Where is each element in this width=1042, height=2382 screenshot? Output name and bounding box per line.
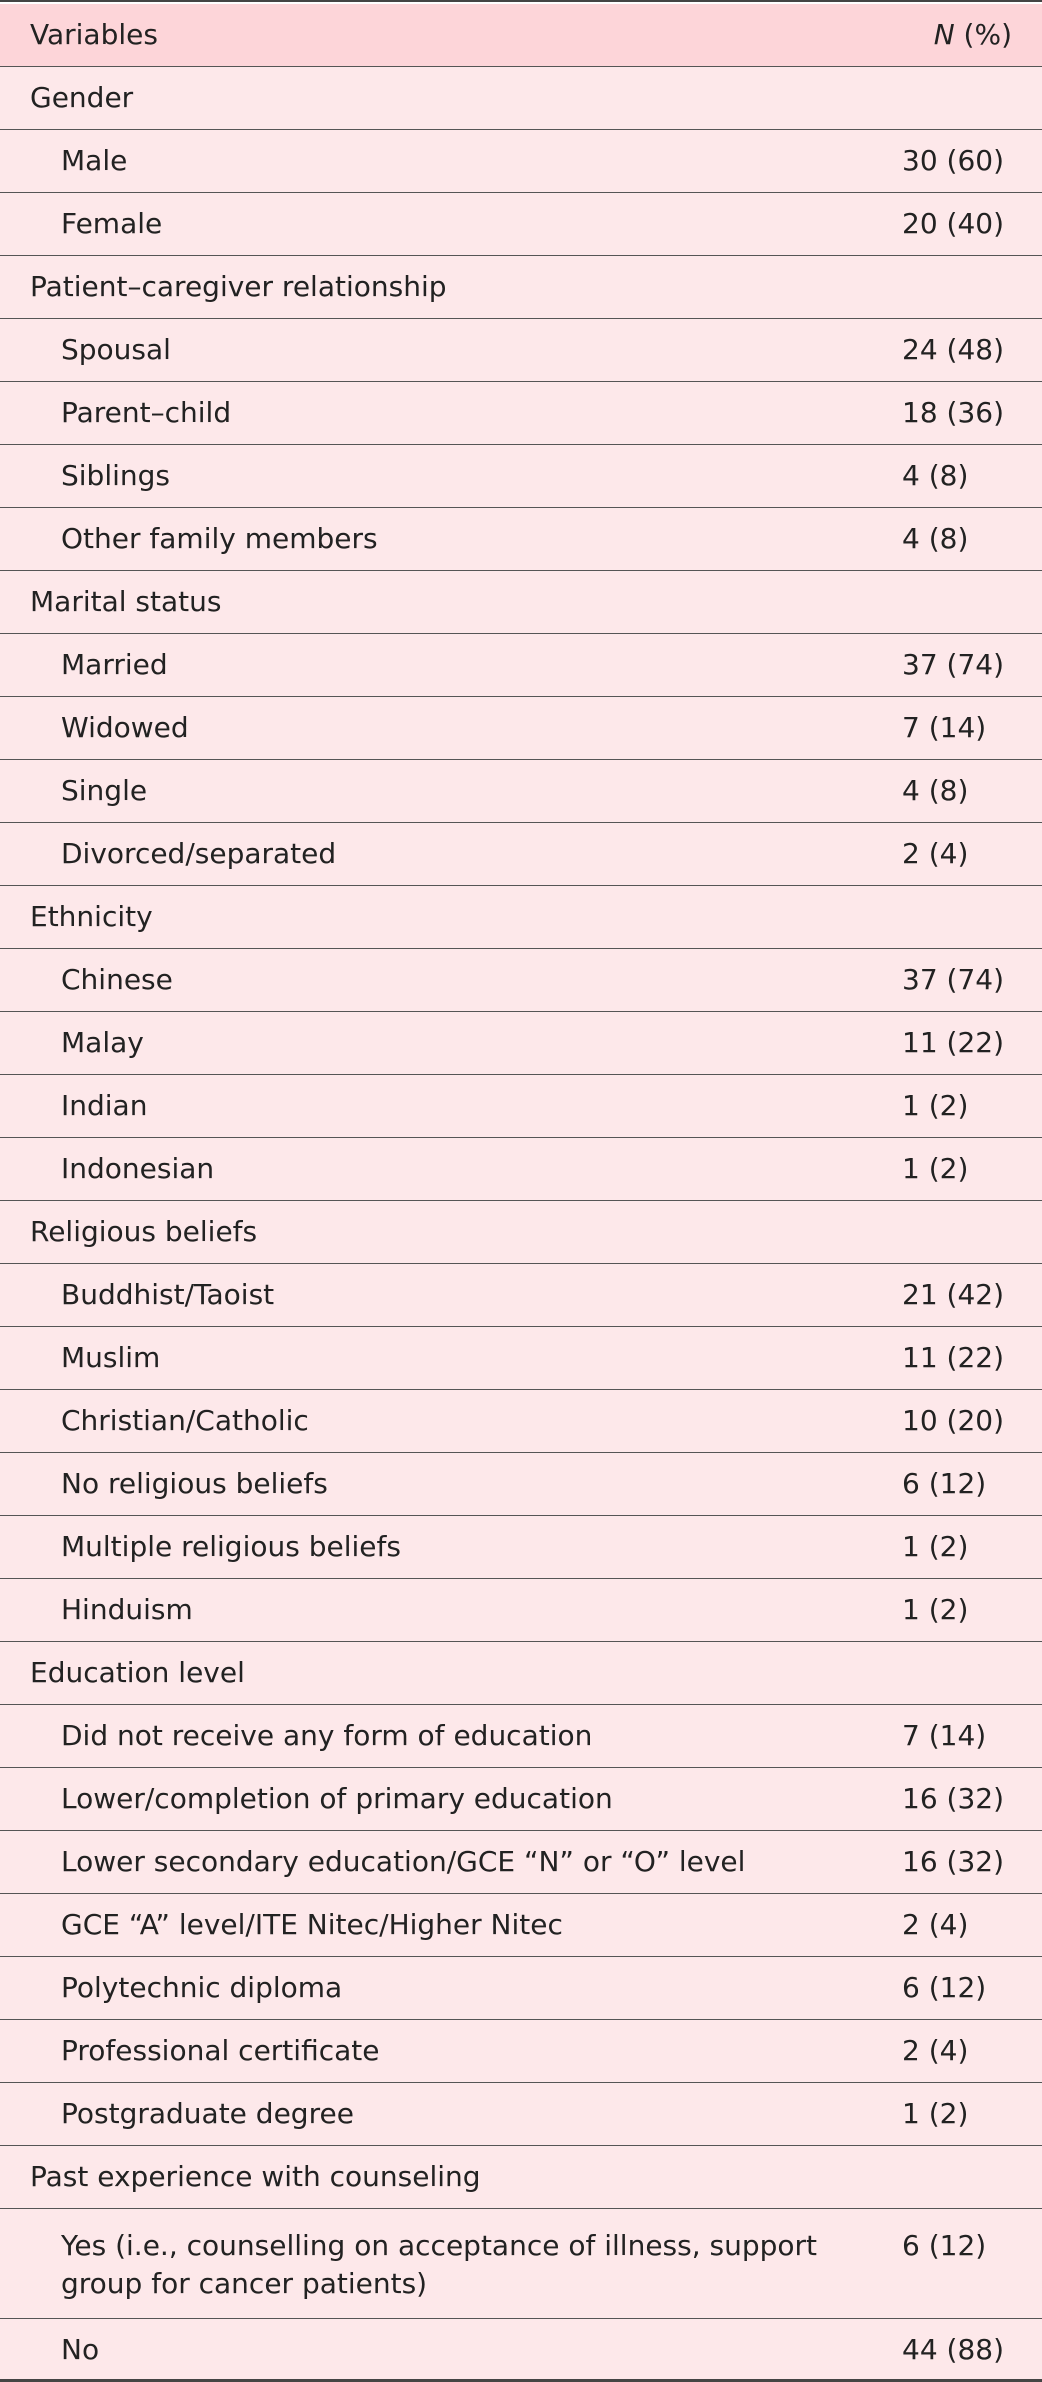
category-label: Religious beliefs [30,1215,258,1248]
row-label: Siblings [61,459,170,492]
row-label: Indonesian [61,1152,215,1185]
row-value: 37 (74) [902,963,1005,996]
row-value: 20 (40) [902,207,1005,240]
row-value: 2 (4) [902,2034,969,2067]
row-value: 2 (4) [902,1908,969,1941]
row-value: 10 (20) [902,1404,1005,1437]
table-row [0,2083,1042,2146]
table-row [0,1075,1042,1138]
category-label: Ethnicity [30,900,153,933]
row-value: 1 (2) [902,1152,969,1185]
category-row [0,2146,1042,2209]
table-row [0,319,1042,382]
table-row [0,130,1042,193]
table-header [0,4,1042,67]
category-label: Gender [30,81,134,114]
row-value: 1 (2) [902,1089,969,1122]
row-label: Spousal [61,333,171,366]
row-value: 4 (8) [902,522,969,555]
table-row [0,1453,1042,1516]
row-label: Widowed [61,711,189,744]
table-row [0,697,1042,760]
row-value: 6 (12) [902,1467,987,1500]
category-row [0,67,1042,130]
row-value: 21 (42) [902,1278,1005,1311]
table-row [0,1705,1042,1768]
table-row [0,634,1042,697]
row-label: Chinese [61,963,173,996]
row-value: 44 (88) [902,2333,1005,2366]
table-row [0,2020,1042,2083]
table-row [0,1516,1042,1579]
table-row [0,2209,1042,2319]
table-row [0,760,1042,823]
row-label: Male [61,144,128,177]
row-label: Single [61,774,148,807]
row-value: 6 (12) [902,2229,987,2262]
row-value: 4 (8) [902,774,969,807]
table-row [0,193,1042,256]
category-row [0,886,1042,949]
category-row [0,256,1042,319]
row-value: 2 (4) [902,837,969,870]
row-value: 16 (32) [902,1782,1005,1815]
row-label: Polytechnic diploma [61,1971,343,2004]
category-label: Marital status [30,585,222,618]
row-label: Married [61,648,168,681]
table-row [0,445,1042,508]
table-row [0,382,1042,445]
category-row [0,1201,1042,1264]
table-row [0,949,1042,1012]
row-label: Lower secondary education/GCE “N” or “O” level [61,1845,746,1878]
row-label: Multiple religious beliefs [61,1530,401,1563]
header-variables: Variables [30,18,158,51]
row-value: 37 (74) [902,648,1005,681]
table-row [0,1390,1042,1453]
row-value: 7 (14) [902,1719,987,1752]
table-row [0,1264,1042,1327]
row-value: 1 (2) [902,1530,969,1563]
row-label: Other family members [61,522,378,555]
row-label: Yes (i.e., counselling on acceptance of illness, support group for cancer patients) [61,2229,818,2300]
table-row [0,508,1042,571]
row-value: 18 (36) [902,396,1005,429]
row-label: No [61,2333,100,2366]
row-label: Did not receive any form of education [61,1719,593,1752]
header-n-symbol: N [933,18,955,51]
row-value: 16 (32) [902,1845,1005,1878]
row-label: No religious beliefs [61,1467,328,1500]
header-n-percent [902,4,1012,66]
row-label: Lower/completion of primary education [61,1782,613,1815]
table-row [0,1012,1042,1075]
row-value: 24 (48) [902,333,1005,366]
row-value: 1 (2) [902,1593,969,1626]
row-value: 30 (60) [902,144,1005,177]
table-row [0,1579,1042,1642]
category-label: Education level [30,1656,245,1689]
row-label: Postgraduate degree [61,2097,354,2130]
table-row [0,2319,1042,2382]
table-row [0,1894,1042,1957]
row-value: 6 (12) [902,1971,987,2004]
table-row [0,1957,1042,2020]
row-value: 11 (22) [902,1026,1005,1059]
table-row [0,1327,1042,1390]
row-label: Malay [61,1026,144,1059]
table-row [0,1831,1042,1894]
category-row [0,571,1042,634]
row-label: Female [61,207,163,240]
row-label: Indian [61,1089,148,1122]
row-value: 11 (22) [902,1341,1005,1374]
category-label: Patient–caregiver relationship [30,270,447,303]
row-label: Divorced/separated [61,837,337,870]
row-label: Professional certificate [61,2034,380,2067]
row-value: 7 (14) [902,711,987,744]
row-value: 1 (2) [902,2097,969,2130]
category-label: Past experience with counseling [30,2160,481,2193]
table-row [0,1138,1042,1201]
row-label: Buddhist/Taoist [61,1278,275,1311]
table-row [0,823,1042,886]
table-row [0,1768,1042,1831]
row-label: Parent–child [61,396,232,429]
category-row [0,1642,1042,1705]
row-label: GCE “A” level/ITE Nitec/Higher Nitec [61,1908,563,1941]
row-label: Muslim [61,1341,161,1374]
row-label: Christian/Catholic [61,1404,309,1437]
row-label: Hinduism [61,1593,193,1626]
row-value: 4 (8) [902,459,969,492]
header-n-suffix: (%) [954,18,1012,51]
